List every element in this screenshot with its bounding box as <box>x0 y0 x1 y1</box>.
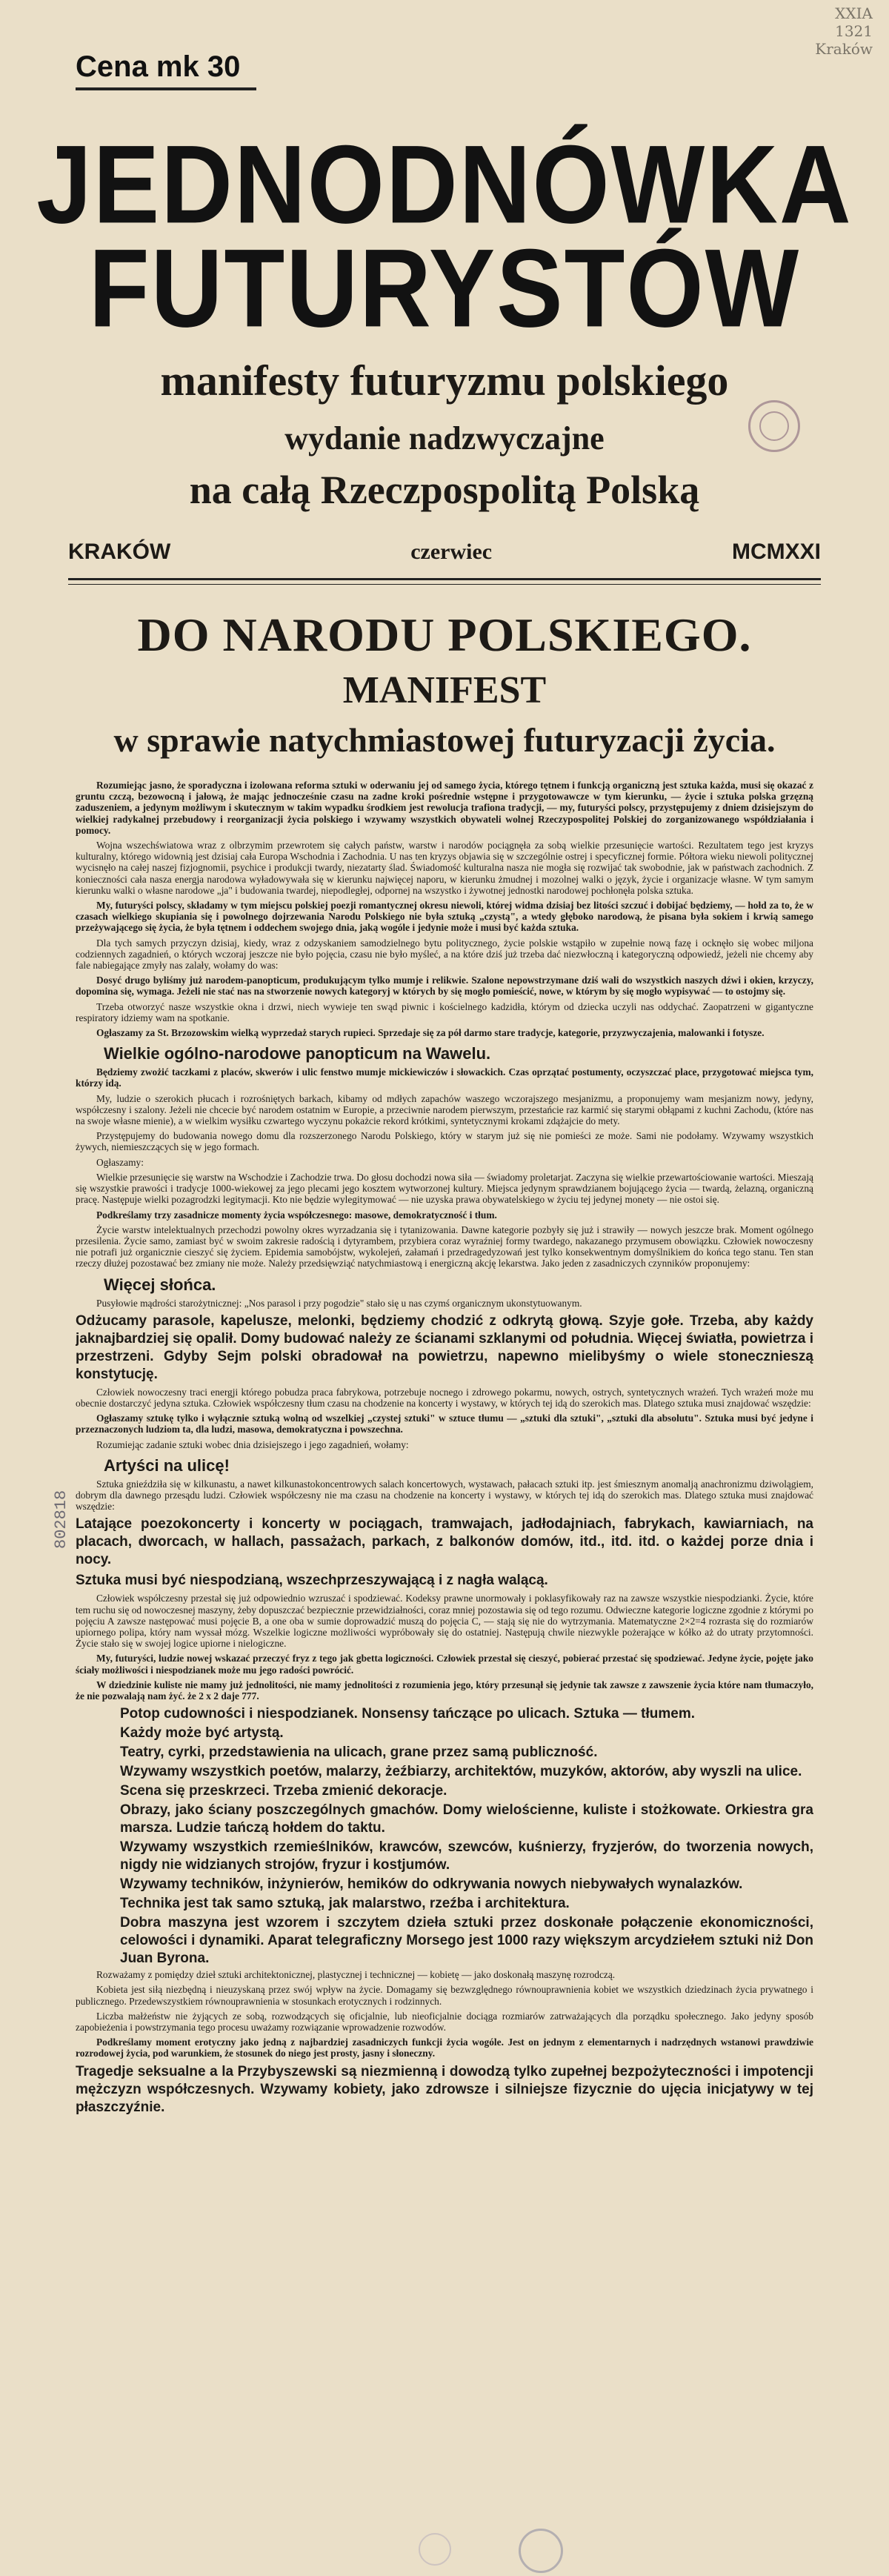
bold-paragraph: Podkreślamy moment erotyczny jako jedną z najbardziej zasadniczych funkcji życia wogóle. Jest on jednym z elementarnych i nadrzędnych wstanowi prawdziwie rozrodowej życia, pod warunkiem, że stosunek do niego jest prosty, jasny i słoneczny. <box>76 2036 813 2059</box>
paragraph: Przystępujemy do budowania nowego domu dla rozszerzonego Narodu Polskiego, który w starym już się nie pomieści ze może. Sami nie podołamy. Wzywamy wszystkich żywych, niemieszczących się w jego formach. <box>76 1130 813 1153</box>
paragraph: Dla tych samych przyczyn dzisiaj, kiedy, wraz z odzyskaniem samodzielnego bytu politycznego, życie polskie wstąpiło w zupełnie nową fazę i ocknęło się wobec miljona codziennych zagadnień, o których wczoraj jeszcze nie było pojęcia, czasu nie było myśleć, a na które dziś już trzeba dać niezwłoczną i kategoryczną odpowiedź, jeżeli nie chcemy aby fale nabiegające zmyły nas zalały, wołamy do was: <box>76 937 813 972</box>
paragraph: Człowiek współczesny przestał się już odpowiednio wzruszać i spodziewać. Kodeksy prawne unormowały i poklasyfikowały raz na zawsze wszystkie niespodzianki. Życie, które tem ruchu się od nowoczesnej maszyny, żeby dopuszczać bezpiecznie przewidziałności, coraz mniej pozostawia się od tego rozumu. Odwieczne kategorie logiczne zgodnie z którymi po pojęciu A zawsze następować musi pojęcie B, a one oba w sumie doprowadzić muszą do pojęcia C, — stają się nie do wytrzymania. Matematyczne 2×2=4 rozrasta się do rozmiarów upiornego polipa, który nam wyssał mózg. Wszelkie logiczne możliwości wypróbowały się do ostatniej. Następują chwile niezwykle pożerające w kółko aż do utraty przytomności. Życie stało się w swojej logice upiorne i nielogiczne. <box>76 1593 813 1650</box>
bold-paragraph: Rozumiejąc jasno, że sporadyczna i izolowana reforma sztuki w oderwaniu jej od samego życia, którego tętnem i funkcją organiczną jest sztuka każda, musi się okazać z gruntu czczą, bezowocną i jałową, że mając jednocześnie czasu na zadne kroki pośrednie wstępne i przygotowawcze w tym kierunku, — życie i sztuka polska grzęzną zaduszeniem, a jedynym możliwym i skutecznym w takim wypadku środkiem jest rewolucja trafiona tradycji, — my, futuryści polscy, przystępujemy z dniem dzisiejszym do wielkiej radykalnej przebudowy i reorganizacji życia polskiego i wzywamy wszystkich obywateli wolnej Rzeczypospolitej Polskiej do zorganizowanego współdziałania i pomocy. <box>76 780 813 836</box>
paragraph: Rozumiejąc zadanie sztuki wobec dnia dzisiejszego i jego zagadnień, wołamy: <box>96 1438 409 1450</box>
slogan-line: Teatry, cyrki, przedstawienia na ulicach, grane przez samą publiczność. <box>120 1745 598 1761</box>
divider-rule <box>68 578 821 580</box>
emphasis-paragraph: Latające poezokoncerty i koncerty w pociągach, tramwajach, jadłodajniach, fabrykach, kawiarniach, na placach, dworcach, w hallach, passażach, parkach, z balkonów domów, itd., itd. itd. o każdej porze dnia i nocy. <box>76 1516 813 1568</box>
slogan-line: Technika jest tak samo sztuką, jak malarstwo, rzeźba i architektura. <box>120 1896 570 1912</box>
bold-paragraph: Ogłaszamy za St. Brzozowskim wielką wyprzedaż starych rupieci. Sprzedaje się za pół darmo stare tradycje, kategorie, przyzwyczajenia, malowanki i fotysze. <box>96 1027 765 1039</box>
masthead-line-1: JEDNODNÓWKA <box>36 123 853 247</box>
bold-paragraph: My, futuryści, ludzie nowej wskazać przeczyć fryz z tego jak gbetta logiczności. Człowiek przestał się cieszyć, pobierać przestać się spodziewać. Jedyne życie, pojęte jako ściały możliwości i niespodzianek może mu jego radości powrócić. <box>76 1653 813 1676</box>
bold-paragraph: Ogłaszamy sztukę tylko i wyłącznie sztuką wolną od wszelkiej „czystej sztuki" w sztuce tłumu — „sztuki dla sztuki", „sztuki dla absolutu". Sztuka musi być jedyne i przeznaczonych ludziom ta, dla ludzi, masowa, demokratyczna i powszechna. <box>76 1413 813 1435</box>
paragraph: Życie warstw intelektualnych przechodzi powolny okres wyrzadzania się i tytanizowania. Dawne kategorie pozbyły się już i strawiły — nowych jeszcze brak. Moment ogólnego przesilenia. Życie samo, zamiast być w swoim zakresie radością i dytyrambem, przybiera coraz wyraźniej formy twardego, nakazanego przymusem obowiązku. Człowiek nowoczesny nie potrafi już organicznie cieszyć się życiem. Epidemia samobójstw, wykolejeń, załamań i przedragedyzowań jest tylko konsekwentnym domyślnikiem do końca tego stanu. Ten stan rzeczy dłużej pozostawać bez zmiany nie może. Należy przedsięwziąć natychmiastową i energiczną akcję lekarstwa. Jako jeden z zasadniczych czynników proponujemy: <box>76 1224 813 1269</box>
manifesto-title: DO NARODU POLSKIEGO. <box>137 608 752 661</box>
bold-paragraph: Dosyć drugo byliśmy już narodem-panopticum, produkującym tylko mumje i relikwie. Szalone nepowstrzymane dziś wali do wszystkich naszych dźwi i okien, krzyczy, dopomina się, wymaga. Jeżeli nie stać nas na stworzenie nowych kategoryj w których by się mogło pomieścić, nowe, w którym by się mogło wypisywać — to ostojmy się. <box>76 975 813 997</box>
emphasis-paragraph: Sztuka musi być niespodzianą, wszechprzeszywającą i z nagła walącą. <box>76 1573 548 1589</box>
dateline <box>68 540 821 565</box>
edition-note: wydanie nadzwyczajne <box>284 420 605 457</box>
masthead-line-2: FUTURYSTÓW <box>88 227 801 351</box>
paragraph: Wojna wszechświatowa wraz z olbrzymim przewrotem się całych państw, warstw i narodów pociągnęła za sobą wielkie przesunięcie wartości. Rezultatem tego jest kryzys kulturalny, którego widownią jest dzisiaj cała Europa Wschodnia i Zachodnia. U nas ten kryzys objawia się w szczególnie ostrej i specyficznej formie. Półtora wieku niewoli politycznej wycisnęło na całej naszej fizjognomii, psychice i produkcji twardy, niezatarty ślad. Świadomość kulturalna nasza nie mogła się rozwijać tak swobodnie, jak w państwach zachodnich. Z konieczności cała nasza energja narodowa wyładowywała się w kierunku najwięcej naporu, w kierunku żmudnej i mozolnej walki o język, życie i organizacje własne. W tym samym kierunku walki o własne narodowe „ja" i budowania twardej, niepodległej, odpornej na wszystko i żywotnej jednostki narodowej pochłonęła polska sztuka. <box>76 840 813 896</box>
price: Cena mk 30 <box>76 50 241 83</box>
paragraph: Rozważamy z pomiędzy dzieł sztuki architektonicznej, plastycznej i technicznej — kobietę — jako doskonałą maszynę rozrodczą. <box>96 1969 616 1981</box>
paragraph: Pusyłowie mądrości starożytnicznej: „Nos parasol i przy pogodzie" stało się u nas czymś organicznym ukonstytuowanym. <box>96 1297 582 1309</box>
manifesto-body <box>76 780 813 2543</box>
paragraph: Ogłaszamy: <box>96 1156 144 1168</box>
section-heading: Więcej słońca. <box>104 1275 216 1294</box>
catalog-number: 802818 <box>52 1490 70 1549</box>
dateline-city: KRAKÓW <box>68 540 171 564</box>
emphasis-paragraph: Odżucamy parasole, kapelusze, melonki, będziemy chodzić z odkrytą głową. Szyje gołe. Trzeba, aby każdy jaknajbardziej się opalił. Domy budować należy ze ścianami szklanymi od południa. Więcej światła, powietrza i przestrzeni. Gdyby Sejm polski obradował na powietrzu, napewno mielibyśmy o wiele stonecznieszą konstytucję. <box>76 1312 813 1382</box>
slogan-line: Wzywamy techników, inżynierów, hemików do odkrywania nowych niebywałych wynalazków. <box>120 1876 743 1893</box>
shelfmark-line: Kraków <box>815 40 873 58</box>
paragraph: Kobieta jest siłą niezbędną i nieuzyskaną przez swój wpływ na życie. Domagamy się bezwzględnego równouprawnienia kobiet we wszystkich dziedzinach życia prywatnego i publicznego. Przedewszystkiem równouprawnienia w stosunkach erotycznych i rodzinnych. <box>76 1984 813 2007</box>
library-shelfmark <box>815 4 873 58</box>
shelfmark-line: XXIA <box>835 4 873 22</box>
bold-paragraph: W dziedzinie kuliste nie mamy już jednolitości, nie mamy jednolitości z rozumienia jego, który przesunął się jedynie tak zawsze z zawszenie życia które nam tłumaczyło, że nie pozwalają nam żyć. że 2 x 2 daje 777. <box>76 1679 813 1702</box>
slogan-line: Scena się przeskrzeci. Trzeba zmienić dekoracje. <box>120 1783 447 1799</box>
distribution-note: na całą Rzeczpospolitą Polską <box>189 468 700 512</box>
dateline-year: MCMXXI <box>732 540 821 564</box>
section-heading: Wielkie ogólno-narodowe panopticum na Wawelu. <box>104 1044 491 1063</box>
paragraph: Wielkie przesunięcie się warstw na Wschodzie i Zachodzie trwa. Do głosu dochodzi nowa siła — świadomy proletarjat. Zaczyna się wielkie przewartościowanie wartości. Mieszają się wszystkie prawości i tradycje 1000-wiekowej za jego plecami jego kosztem wytworzonej kultury. Miejsca jedynym sprawdzianem bojującego życia — twardą, żelazną, organiczną pracę. Następuje wielki pozagrodzki legitymacji. Kto nie będzie wylegitymować — nie uzyska prawa obywatelskiego w życiu tej jedynej monety — nie ostoi się. <box>76 1171 813 1206</box>
library-stamp-icon <box>419 2533 451 2566</box>
slogan-line: Potop cudowności i niespodzianek. Nonsensy tańczące po ulicach. Sztuka — tłumem. <box>120 1706 695 1722</box>
emphasis-paragraph: Tragedje seksualne a la Przybyszewski są niezmienną i dowodzą tylko zupełnej bezpożyteczności i impotencji mężczyzn współczesnych. Wzywamy kobiety, jako zdrowsze i silniejsze fizycznie do ujęcia inicjatywy w tej płaszczyźnie. <box>76 2063 813 2115</box>
bold-paragraph: My, futuryści polscy, składamy w tym miejscu polskiej poezji romantycznej okresu niewoli, której widma dzisiaj bez litości szczuć i dobijać będziemy, — hołd za to, że w czasach wielkiego skupiania się i powolnego dojrzewania Narodu Polskiego nie była sztuką „czystą", a wtedy głęboko narodową, że pisana była sokiem i krwią samego przeżywającego się życia, że była tętnem i oddechem swojego dnia, jaką wogóle i jedynie może i musi być każda sztuka. <box>76 900 813 934</box>
library-stamp-icon <box>519 2529 563 2573</box>
subtitle: manifesty futuryzmu polskiego <box>160 356 729 405</box>
divider-rule <box>68 584 821 585</box>
paragraph: My, ludzie o szerokich płucach i rozrośniętych barkach, kibamy od mdłych zapachów waszego wczorajszego mesjanizmu, a proponujemy wam mesjanizm nowy, jedyny, współczesny i szalony. Jeżeli nie chcecie być narodem ostatnim w Europie, a przeciwnie narodem pierwszym, przestańcie raz karmić się starymi obłąpami z kuchni Zachodu, (które nas na swoje własne mienie), a w wielkim wysiłku czwartego wyczynu pokażcie rekord krótkimi, syntetycznymi krokami zdążajcie do mety. <box>76 1092 813 1127</box>
manifesto-label: MANIFEST <box>342 669 547 711</box>
section-heading: Artyści na ulicę! <box>104 1455 230 1475</box>
bold-paragraph: Podkreślamy trzy zasadnicze momenty życia współczesnego: masowe, demokratyczność i tłum. <box>96 1209 497 1221</box>
slogan-line: Dobra maszyna jest wzorem i szczytem dzieła sztuki przez doskonałe połączenie ekonomiczności, celowości i dynamiki. Aparat telegraficzny Morsego jest 1000 razy większym arcydziełem sztuki niż Don Juan Byrona. <box>120 1915 813 1967</box>
manifesto-subtitle: w sprawie natychmiastowej futuryzacji życia. <box>113 721 776 759</box>
paragraph: Liczba małżeństw nie żyjących ze sobą, rozwodzących się oficjalnie, lub nieoficjalnie dociąga rozmiarów zatrważających dla porządku społecznego. Jako jedyny sposób zapobieżenia i powstrzymania tego procesu uważamy rozwiązanie wprowadzenie rozwodów. <box>76 2010 813 2033</box>
library-stamp-icon <box>748 400 800 452</box>
paragraph: Człowiek nowoczesny traci energji którego pobudza praca fabrykowa, potrzebuje nocnego i zdrowego pokarmu, nowych, ostrych, syntetycznych wrażeń. Tych wrażeń może mu obecnie dostarczyć jedyna sztuka. Człowiek współczesny tłum czasu na chodzenie na koncerty i wystawy, w których tej idą do szerokich mas. Dlatego sztuka musi znajdować wszędzie: <box>76 1386 813 1409</box>
slogan-line: Każdy może być artystą. <box>120 1725 284 1742</box>
paragraph: Trzeba otworzyć nasze wszystkie okna i drzwi, niech wywieje ten swąd piwnic i kościelnego kadzidła, którym od dziecka uczyli nas oddychać. Zaopatrzeni w gigantyczne respiratory idziemy wam na spotkanie. <box>76 1000 813 1023</box>
paragraph: Sztuka gnieździła się w kilkunastu, a nawet kilkunastokoncentrowych salach koncertowych, wystawach, pałacach sztuki itp. jest śmiesznym anomalją anachronizmu dziwolągiem, dobrym dla dawnego przesądu ludzi. Człowiek współczesny nie ma czasu na chodzenie na koncerty i wystawy, w których tej idą do szerokich mas. Dlatego sztuka musi znajdować wszędzie: <box>76 1478 813 1513</box>
bold-paragraph: Będziemy zwożić taczkami z placów, skwerów i ulic fenstwo mumje mickiewiczów i słowackich. Czas oprzątać postumenty, oczyszczać place, przygotować miejsca tym, którzy idą. <box>76 1066 813 1089</box>
slogan-line: Wzywamy wszystkich rzemieślników, krawców, szewców, kuśnierzy, fryzjerów, do tworzenia nowych, nigdy nie widzianych strojów, fryzur i kostjumów. <box>120 1839 813 1873</box>
slogan-line: Wzywamy wszystkich poetów, malarzy, żeźbiarzy, architektów, muzyków, aktorów, aby wyszli na ulice. <box>120 1764 802 1780</box>
shelfmark-line: 1321 <box>835 22 873 40</box>
slogan-line: Obrazy, jako ściany poszczególnych gmachów. Domy wielościenne, kuliste i stożkowate. Orkiestra gra marsza. Ludzie tańczą hołdem do taktu. <box>120 1802 813 1836</box>
price-underline <box>76 87 256 90</box>
dateline-month: czerwiec <box>410 540 493 564</box>
